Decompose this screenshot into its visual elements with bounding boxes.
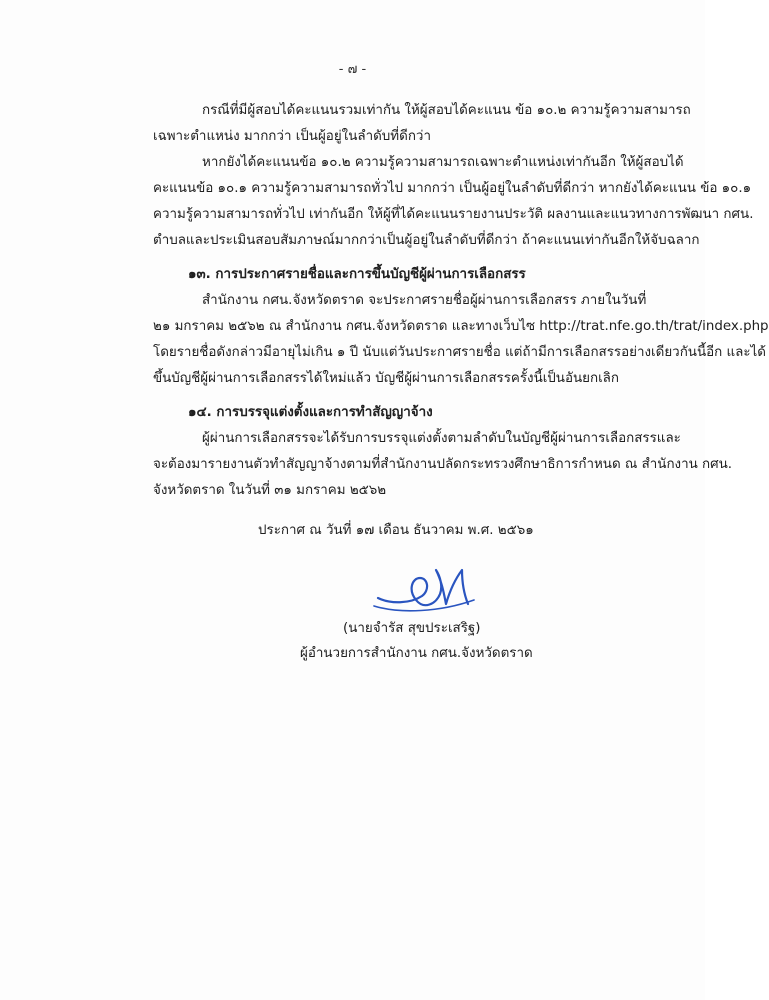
section-13-line-2: ๒๑ มกราคม ๒๕๖๒ ณ สำนักงาน กศน.จังหวัดตราด และทางเว็บไซ http://trat.nfe.go.th/trat/index.php (153, 319, 769, 334)
tie-paragraph-2-line-4: ตำบลและประเมินสอบสัมภาษณ์มากกว่าเป็นผู้อยู่ในลำดับที่ดีกว่า ถ้าคะแนนเท่ากันอีกให้จับฉลาก (153, 233, 700, 248)
section-14-line-1: ผู้ผ่านการเลือกสรรจะได้รับการบรรจุแต่งตั้งตามลำดับในบัญชีผู้ผ่านการเลือกสรรและ (202, 431, 681, 446)
tie-paragraph-2-line-3: ความรู้ความสามารถทั่วไป เท่ากันอีก ให้ผู้ที่ได้คะแนนรายงานประวัติ ผลงานและแนวทางการพัฒนา กศน. (153, 207, 754, 222)
section-14-heading: ๑๔. การบรรจุแต่งตั้งและการทำสัญญาจ้าง (188, 405, 433, 420)
signer-position: ผู้อำนวยการสำนักงาน กศน.จังหวัดตราด (300, 646, 533, 661)
tie-paragraph-line-1: กรณีที่มีผู้สอบได้คะแนนรวมเท่ากัน ให้ผู้สอบได้คะแนน ข้อ ๑๐.๒ ความรู้ความสามารถ (202, 103, 691, 118)
tie-paragraph-line-2: เฉพาะตำแหน่ง มากกว่า เป็นผู้อยู่ในลำดับที่ดีกว่า (153, 129, 431, 144)
announcement-date: ประกาศ ณ วันที่ ๑๗ เดือน ธันวาคม พ.ศ. ๒๕๖๑ (258, 523, 534, 538)
section-14-line-3: จังหวัดตราด ในวันที่ ๓๑ มกราคม ๒๕๖๒ (153, 483, 387, 498)
section-13-line-1: สำนักงาน กศน.จังหวัดตราด จะประกาศรายชื่อผู้ผ่านการเลือกสรร ภายในวันที่ (202, 293, 647, 308)
tie-paragraph-2-line-2: คะแนนข้อ ๑๐.๑ ความรู้ความสามารถทั่วไป มากกว่า เป็นผู้อยู่ในลำดับที่ดีกว่า หากยังได้คะแนน ข้อ ๑๐.๑ (153, 181, 752, 196)
handwritten-signature (370, 560, 480, 620)
section-13-line-3: โดยรายชื่อดังกล่าวมีอายุไม่เกิน ๑ ปี นับแต่วันประกาศรายชื่อ แต่ถ้ามีการเลือกสรรอย่างเดียวกันนี้อีก และได้ (153, 345, 766, 360)
tie-paragraph-2-line-1: หากยังได้คะแนนข้อ ๑๐.๒ ความรู้ความสามารถเฉพาะตำแหน่งเท่ากันอีก ให้ผู้สอบได้ (202, 155, 684, 170)
page-number: - ๗ - (338, 62, 367, 77)
section-13-line-4: ขึ้นบัญชีผู้ผ่านการเลือกสรรได้ใหม่แล้ว บัญชีผู้ผ่านการเลือกสรรครั้งนี้เป็นอันยกเลิก (153, 371, 619, 386)
section-13-heading: ๑๓. การประกาศรายชื่อและการขึ้นบัญชีผู้ผ่านการเลือกสรร (188, 267, 526, 282)
section-14-line-2: จะต้องมารายงานตัวทำสัญญาจ้างตามที่สำนักงานปลัดกระทรวงศึกษาธิการกำหนด ณ สำนักงาน กศน. (153, 457, 733, 472)
signer-name: (นายจำรัส สุขประเสริฐ) (343, 621, 481, 636)
